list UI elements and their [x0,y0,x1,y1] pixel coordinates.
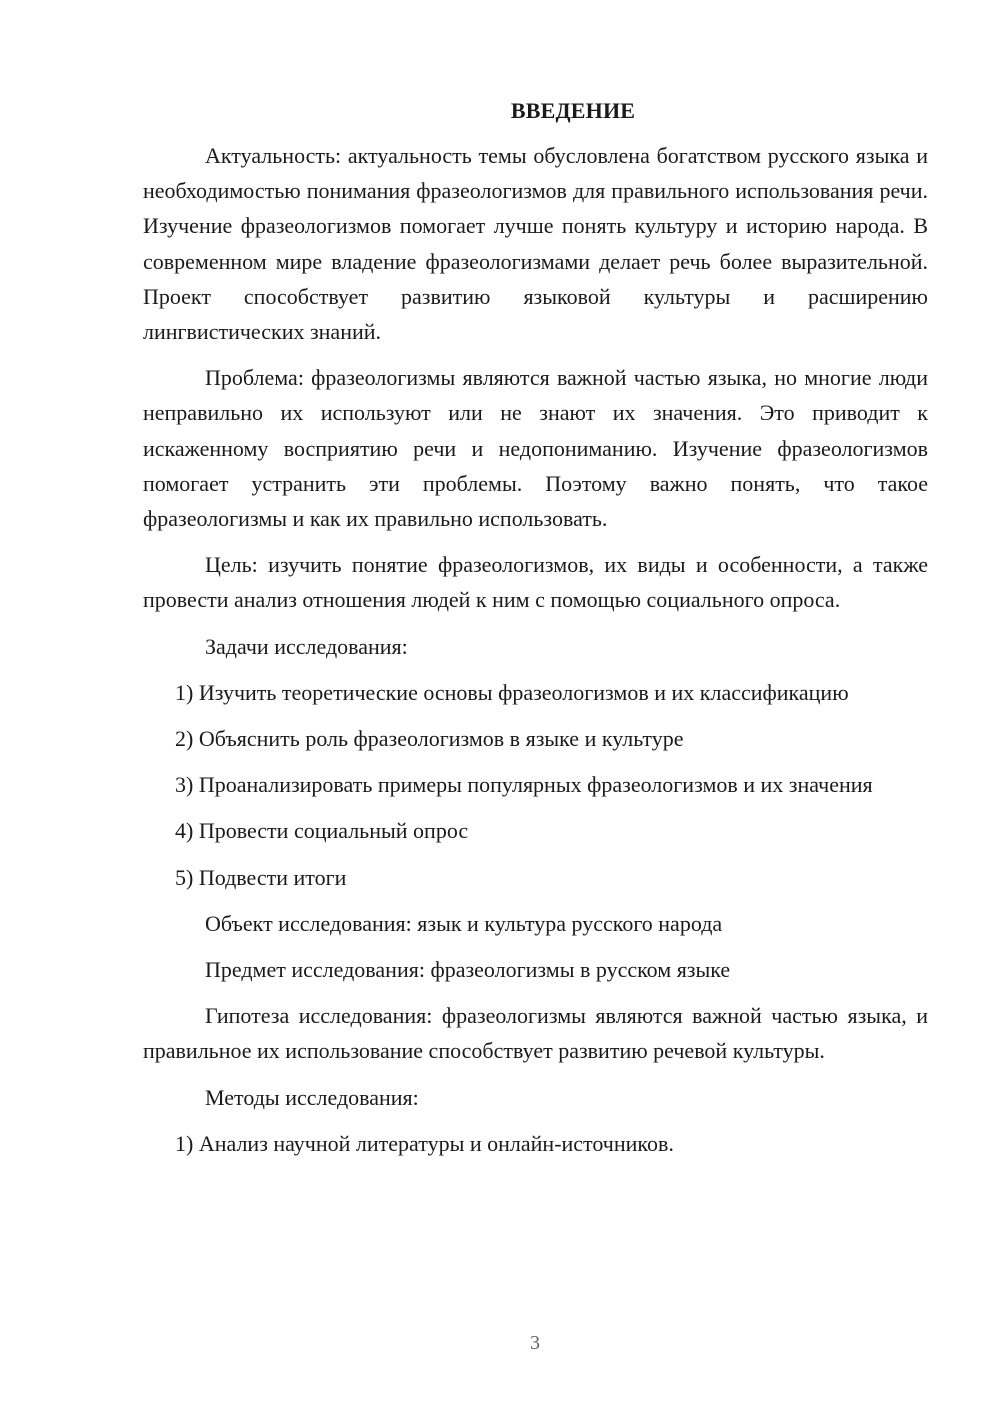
relevance-paragraph: Актуальность: актуальность темы обусловлена богатством русского языка и необходимостью понимания фразеологизмов для правильного использования речи. Изучение фразеологизмов помогает лучше понять культуру и историю народа. В современном мире владение фразеологизмами делает речь более выразительной. Проект способствует развитию языковой культуры и расширению лингвистических знаний. [143,143,928,345]
goal-paragraph: Цель: изучить понятие фразеологизмов, их виды и особенности, а также провести анализ отношения людей к ним с помощью социального опроса. [143,552,928,613]
task-item-4: 4) Провести социальный опрос [175,818,469,844]
method-item-1: 1) Анализ научной литературы и онлайн-источников. [175,1130,674,1156]
page-number: 3 [530,1332,540,1354]
page-content [143,95,928,1172]
problem-paragraph: Проблема: фразеологизмы являются важной частью языка, но многие люди неправильно их используют или не знают их значения. Это приводит к искаженному восприятию речи и недопониманию. Изучение фразеологизмов помогает устранить эти проблемы. Поэтому важно понять, что такое фразеологизмы и как их правильно использовать. [143,365,928,532]
task-item-1: 1) Изучить теоретические основы фразеологизмов и их классификацию [175,679,849,705]
methods-heading: Методы исследования: [205,1084,419,1110]
tasks-heading: Задачи исследования: [205,633,408,659]
subject-paragraph: Предмет исследования: фразеологизмы в русском языке [205,957,731,983]
task-item-2: 2) Объяснить роль фразеологизмов в языке и культуре [175,726,684,752]
object-paragraph: Объект исследования: язык и культура русского народа [205,910,723,936]
task-item-5: 5) Подвести итоги [175,864,347,890]
task-item-3: 3) Проанализировать примеры популярных фразеологизмов и их значения [175,772,873,798]
section-heading: ВВЕДЕНИЕ [510,98,636,123]
hypothesis-paragraph: Гипотеза исследования: фразеологизмы являются важной частью языка, и правильное их использование способствует развитию речевой культуры. [143,1003,928,1064]
